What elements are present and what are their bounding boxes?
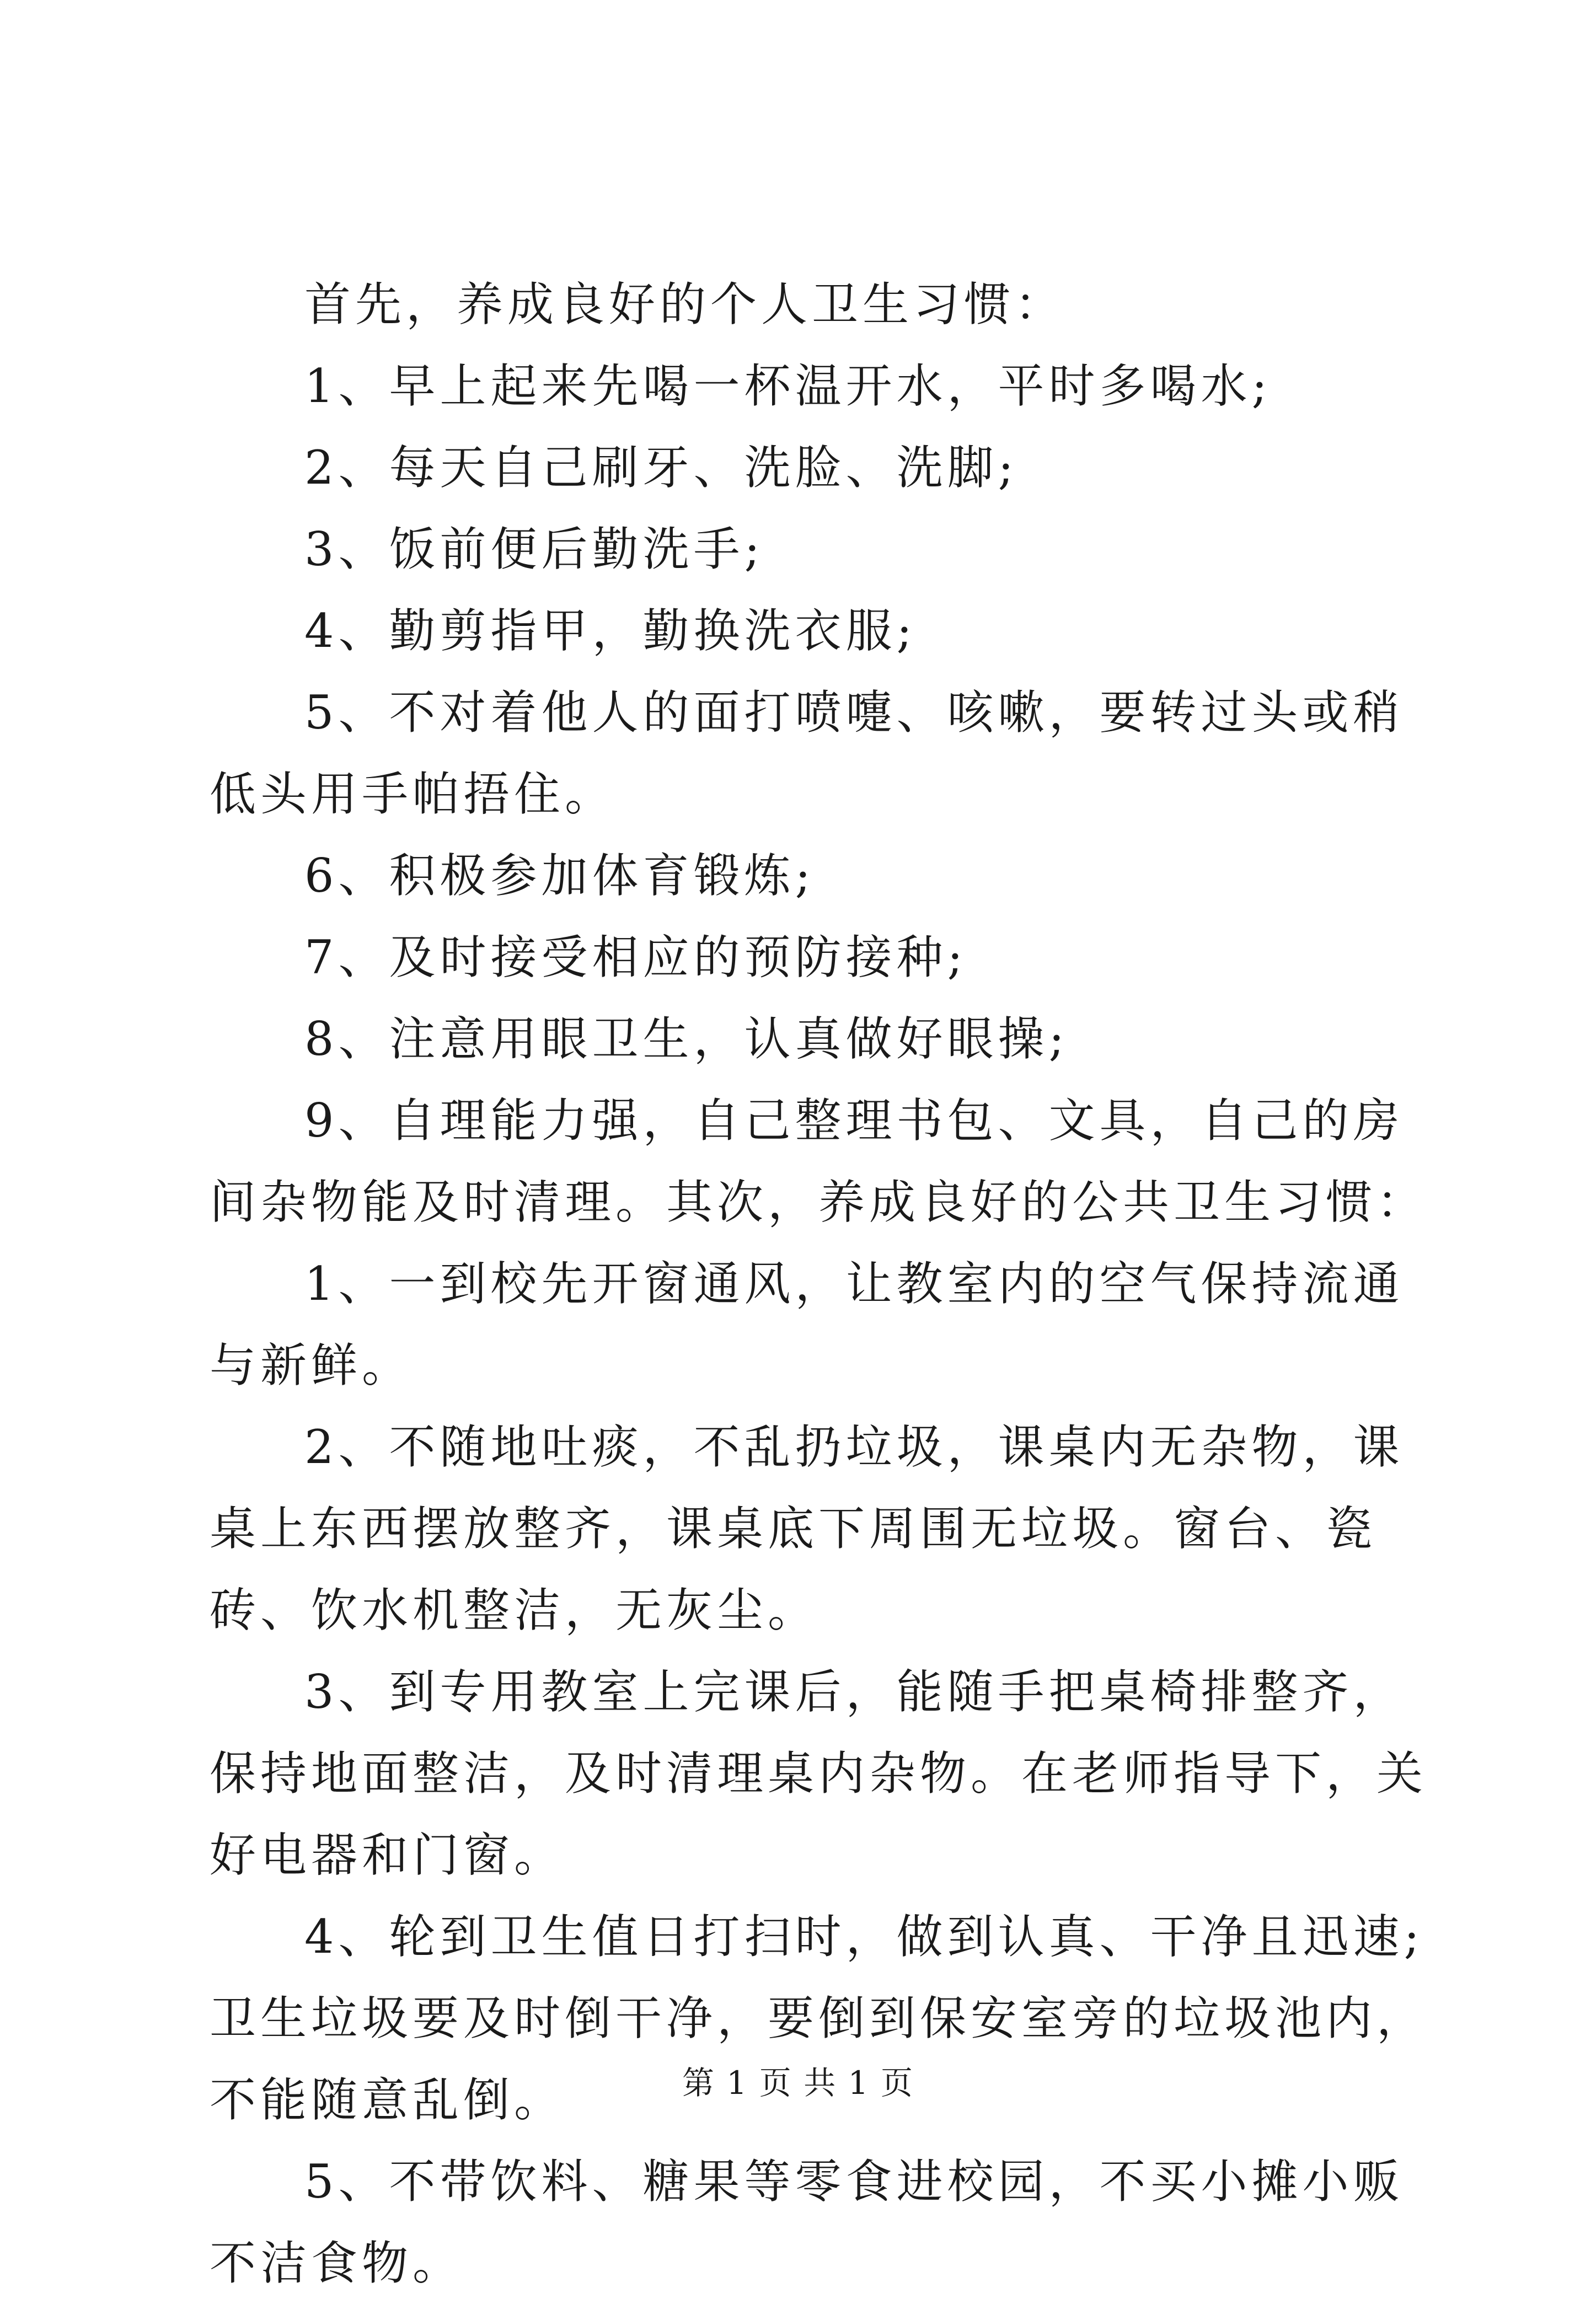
document-body bbox=[210, 264, 1428, 2304]
paragraph-public-item-3: 3、到专用教室上完课后，能随手把桌椅排整齐，保持地面整洁，及时清理桌内杂物。在老师指导下，关好电器和门窗。 bbox=[210, 1665, 1428, 1882]
page-footer: 第 1 页 共 1 页 bbox=[682, 2064, 914, 2102]
paragraph-intro-personal-hygiene: 首先，养成良好的个人卫生习惯： bbox=[304, 277, 1066, 331]
paragraph-public-item-2: 2、不随地吐痰，不乱扔垃圾，课桌内无杂物，课桌上东西摆放整齐，课桌底下周围无垃圾。窗台、瓷砖、饮水机整洁，无灰尘。 bbox=[210, 1420, 1404, 1637]
paragraph-personal-item-7: 7、及时接受相应的预防接种; bbox=[304, 930, 967, 984]
paragraph-public-item-4: 4、轮到卫生值日打扫时，做到认真、干净且迅速;卫生垃圾要及时倒干净，要倒到保安室旁的垃圾池内，不能随意乱倒。 bbox=[210, 1910, 1428, 2127]
paragraph-personal-item-6: 6、积极参加体育锻炼; bbox=[304, 849, 815, 903]
paragraph-personal-item-4: 4、勤剪指甲，勤换洗衣服; bbox=[304, 604, 917, 658]
paragraph-personal-item-1: 1、早上起来先喝一杯温开水，平时多喝水; bbox=[304, 359, 1272, 413]
paragraph-personal-item-2: 2、每天自己刷牙、洗脸、洗脚; bbox=[304, 441, 1018, 495]
paragraph-personal-item-5: 5、不对着他人的面打喷嚏、咳嗽，要转过头或稍低头用手帕捂住。 bbox=[210, 685, 1404, 821]
paragraph-public-item-1: 1、一到校先开窗通风，让教室内的空气保持流通与新鲜。 bbox=[210, 1257, 1404, 1392]
paragraph-personal-item-8: 8、注意用眼卫生，认真做好眼操; bbox=[304, 1012, 1069, 1066]
paragraph-personal-item-3: 3、饭前便后勤洗手; bbox=[304, 522, 764, 576]
paragraph-personal-item-9: 9、自理能力强，自己整理书包、文具，自己的房间杂物能及时清理。其次，养成良好的公共卫生习惯： bbox=[210, 1094, 1428, 1229]
paragraph-public-item-5: 5、不带饮料、糖果等零食进校园，不买小摊小贩不洁食物。 bbox=[210, 2155, 1404, 2290]
